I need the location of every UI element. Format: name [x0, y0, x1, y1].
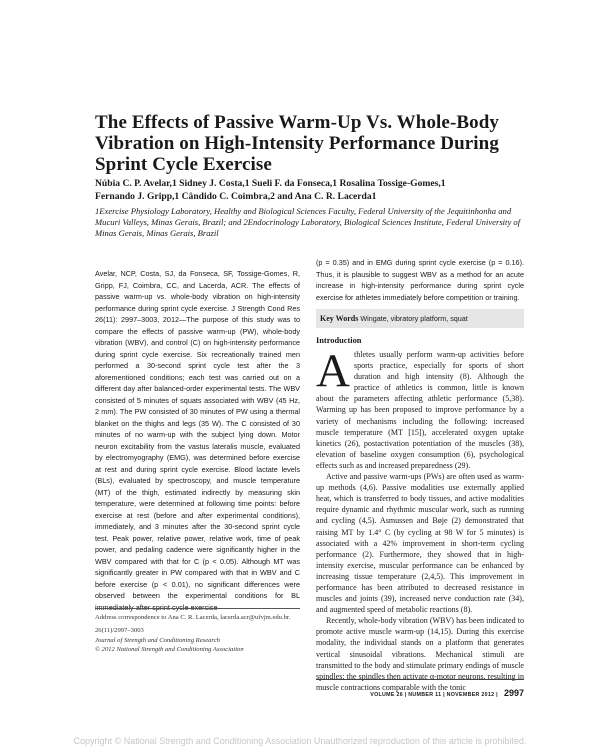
abstract-continuation: (p = 0.35) and in EMG during sprint cycle exercise (p = 0.16). Thus, it is plausible to suggest WBV as a method for an acute increase in high-intensity performance during sprint cycle exercise for athletes immediately before competition or training.	[316, 258, 524, 302]
footnotes	[95, 613, 300, 654]
drop-cap: A	[316, 345, 350, 397]
abstract: Avelar, NCP, Costa, SJ, da Fonseca, SF, Tossige-Gomes, R, Gripp, FJ, Coimbra, CC, and Lacerda, ACR. The effects of passive warm-up vs. whole-body vibration on high-intensity performance during sprint cycle exercise. J Strength Cond Res 26(11): 2997–3003, 2012—The purpose of this study was to compare the effects of passive warm-up (PW), whole-body vibration (WBV), and control (C) on high-intensity performance during sprint cycle exercise. Six recreationally trained men performed a 30-second sprint cycle test after the 3 aforementioned conditions; each test was carried out on a different day after balanced-order experimental tests. The WBV consisted of 5 minutes of squats associated with WBV (45 Hz, 2 mm). The PW consisted of 30 minutes of PW using a thermal blanket on the thighs and legs (35 W). The C consisted of 30 minutes of no warm-up with the subject lying down. Motor neuron excitability from the vastus lateralis muscle, evaluated by electromyography (EMG), was determined before exercise at rest and during sprint cycle exercise. Blood lactate levels (BLs), evaluated by spectroscopy, and muscle temperature (MT) of the thigh, estimated indirectly by measuring skin temperature, were determined at following time points: before exercise at rest (before and after experimental conditions), immediately, and 3 minutes after the 30-second sprint cycle test. Peak power, relative power, relative work, time of peak power, and pedaling cadence were significantly higher in the WBV compared with that for C (p < 0.05). Although MT was significantly greater in PW compared with that in WBV and C before exercise (p < 0.01), no significant differences were observed between the experimental conditions for BL immediately after sprint cycle exercise	[95, 269, 300, 612]
section-heading: Introduction	[316, 336, 362, 345]
correspondence-note: Address correspondence to Ana C. R. Lacerda, lacerda.acr@ufvjm.edu.br.	[95, 614, 291, 621]
paragraph: Recently, whole-body vibration (WBV) has been indicated to promote active muscle warm-up (14,15). During this exercise modality, the individual stands on a platform that generates vertical sinusoidal vibrations. Mechanical stimuli are transmitted to the body and stimulate primary endings of muscle spindles; the spindles then activate α-motor neurons, resulting in muscle contractions comparable with the tonic	[316, 616, 524, 692]
author-line: Núbia C. P. Avelar,1 Sidney J. Costa,1 Sueli F. da Fonseca,1 Rosalina Tossige-Gomes,1	[95, 178, 446, 189]
paragraph	[316, 345, 524, 471]
journal-name: Journal of Strength and Conditioning Research	[95, 636, 220, 644]
copyright-watermark: Copyright © National Strength and Conditioning Association Unauthorized reproduction of this article is prohibited.	[73, 736, 527, 746]
page-footer	[316, 679, 524, 701]
paragraph: Active and passive warm-ups (PWs) are often used as warm-up methods (4,6). Passive modalities use externally applied heat, which is transferred to body tissues, and active modalities require dynamic and rhythmic muscular work, such as running and cycling (4,5). Asmussen and Bøje (2) demonstrated that raising MT by 1.4° C (by cycling at 98 W for 5 minutes) is associated with a 42% improvement in short-term cycling performance (2). Furthermore, they showed that in high-intensity exercise, muscular performance can be enhanced by increasing tissue temperature (2,4,5). This improvement in performance has been attributed to decreased resistance in muscles and joints (39), increased nerve conduction rate (34), and augmented speed of metabolic reactions (8).	[316, 472, 524, 615]
author-line: Fernando J. Gripp,1 Cândido C. Coimbra,2 and Ana C. R. Lacerda1	[95, 191, 377, 202]
author-list	[95, 177, 525, 203]
keywords-text: Wingate, vibratory platform, squat	[360, 314, 468, 323]
article-title: The Effects of Passive Warm-Up Vs. Whole-Body Vibration on High-Intensity Performance During Sprint Cycle Exercise	[95, 112, 500, 175]
issue-info: VOLUME 26 | NUMBER 11 | NOVEMBER 2012 |	[370, 692, 498, 698]
citation-id: 26(11)/2997–3003	[95, 627, 144, 635]
keywords-label: Key Words	[320, 314, 359, 323]
keywords-box	[316, 309, 524, 328]
paragraph-text: thletes usually perform warm-up activities before sports practice, especially for sports of short duration and high intensity (8). Although the practice of athletics is common, little is known about the parameters affecting athletic performance (5,38). Warming up has been proposed to improve performance by a variety of mechanisms including the following: increased muscle temperature (MT [15]), accelerated oxygen uptake kinetics (26), postactivation potentiation of the muscles (38), elevation of baseline oxygen consumption (6), psychological effects such as and increased preparedness (29).	[316, 350, 524, 470]
copyright-note: © 2012 National Strength and Conditioning Association	[95, 645, 244, 653]
affiliation: 1Exercise Physiology Laboratory, Healthy and Biological Sciences Faculty, Federal University of the Jequitinhonha and Mucuri Valleys, Minas Gerais, Brazil; and 2Endocrinology Laboratory, Biological Sciences Institute, Federal University of Minas Gerais, Minas Gerais, Brazil	[95, 206, 521, 238]
page-number: 2997	[503, 688, 524, 698]
footnote-divider	[95, 608, 300, 609]
introduction-body	[316, 345, 524, 693]
